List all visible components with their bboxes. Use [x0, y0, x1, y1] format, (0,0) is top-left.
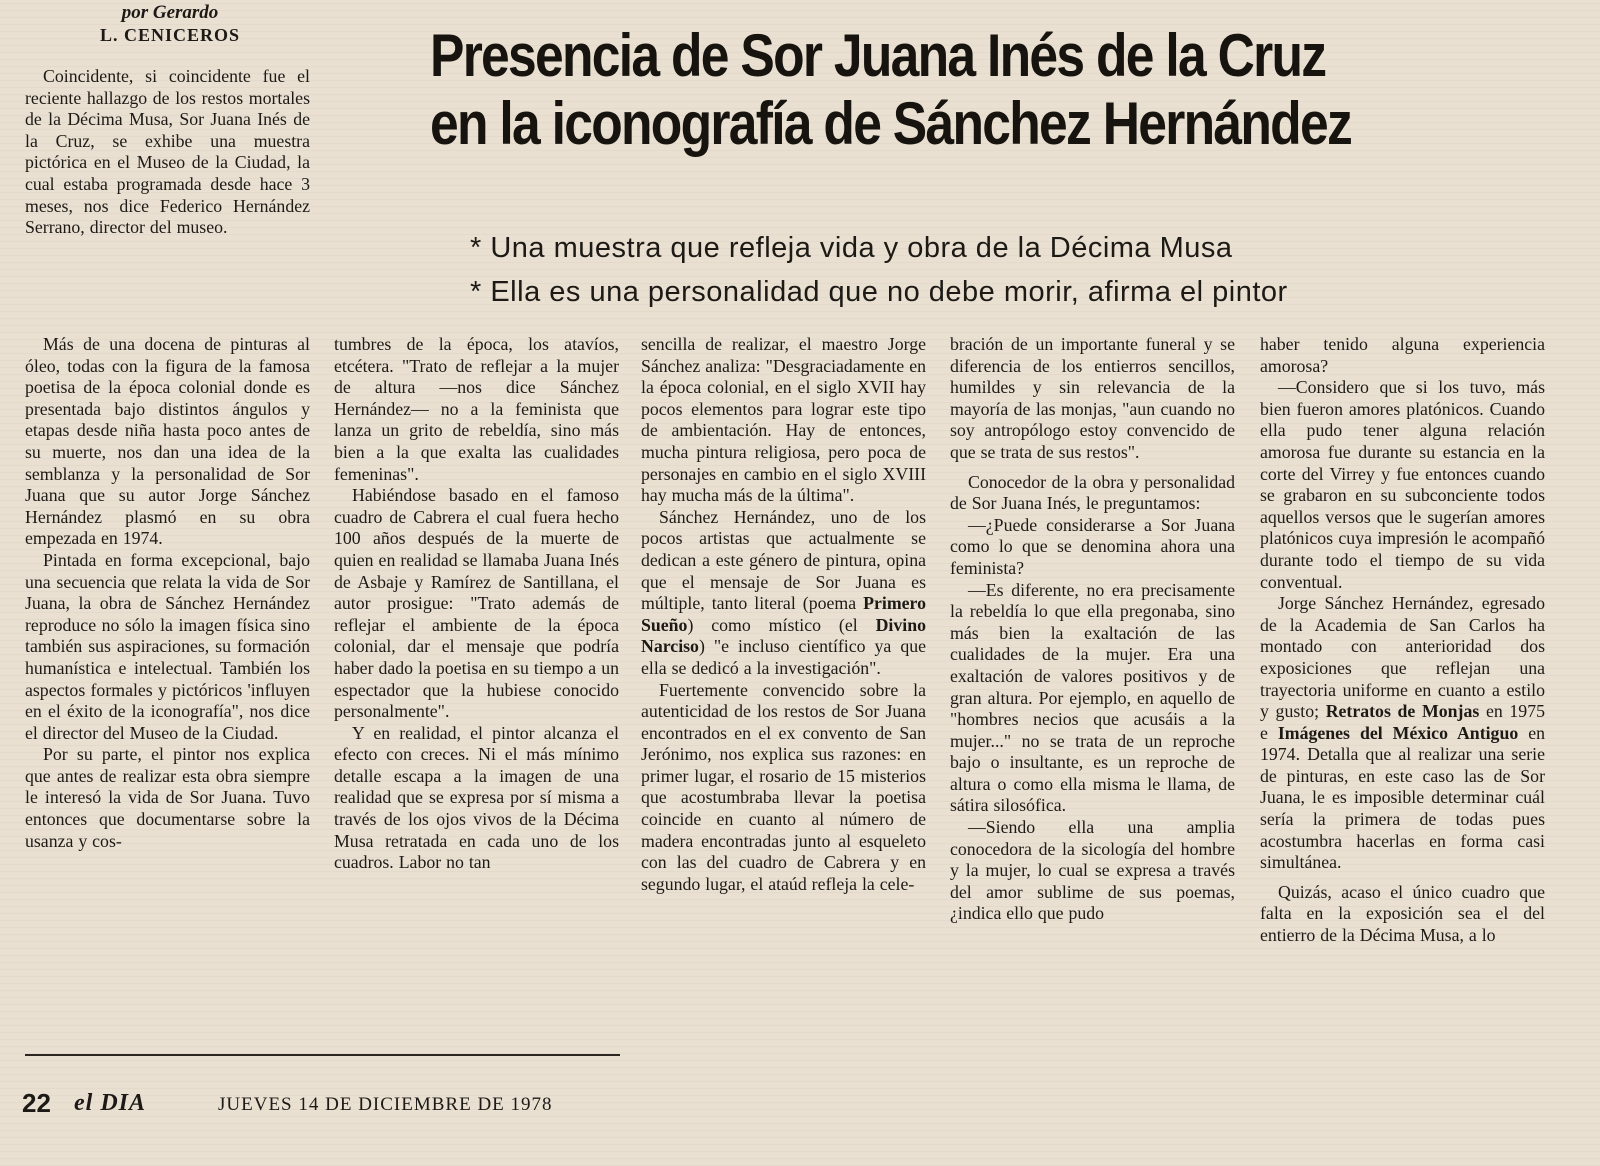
paragraph: Fuertemente convencido sobre la autenticidad de los restos de Sor Juana encontrados en el ex convento de San Jerónimo, nos explica sus razones: en primer lugar, el rosario de 15 misterios que acostumbraba llevar la poetisa coincide en cuanto al número de madera encontradas junto al esqueleto con las del cuadro de Cabrera y en segundo lugar, el ataúd refleja la cele- — [641, 679, 926, 894]
paragraph: —Siendo ella una amplia conocedora de la sicología del hombre y la mujer, lo cual se expresa a través del amor sublime de sus poemas, ¿indica ello que pudo — [950, 817, 1235, 924]
article-column-1 — [25, 334, 310, 852]
paragraph: Y en realidad, el pintor alcanza el efecto con creces. Ni el más mínimo detalle escapa a la imagen de una realidad que se expresa por sí misma a través de los ojos vivos de la Décima Musa retratada en cada uno de los cuadros. Labor no tan — [334, 722, 619, 873]
text-run: ) "e incluso científico ya que ella se dedicó a la investigación". — [641, 636, 926, 678]
text-run: en 1975 e — [1260, 701, 1545, 743]
headline — [430, 22, 1428, 158]
exhibition-title-retratos-de-monjas: Retratos de Monjas — [1325, 701, 1480, 722]
subheadline-2: * Ella es una personalidad que no debe morir, afirma el pintor — [470, 276, 1288, 308]
byline-author-prefix: por Gerardo — [121, 2, 219, 23]
poem-title-divino-narciso: Divino Narciso — [641, 614, 926, 657]
paragraph: —Es diferente, no era precisamente la rebeldía lo que ella pregonaba, sino más bien la exaltación de las cualidades de la mujer. Era una exaltación de valores positivos y de gran altura. Por ejemplo, en aquello de "hombres necios que acusáis a la mujer..." no se trata de un reproche bajo o insultante, es un reproche de altura o como ella misma le llama, de sátira silosófica. — [950, 579, 1235, 816]
lead-text: Coincidente, si coincidente fue el reciente hallazgo de los restos mortales de la Décima Musa, Sor Juana Inés de la Cruz, se exhibe una muestra pictórica en el Museo de la Ciudad, la cual estaba programada desde hace 3 meses, nos dice Federico Hernández Serrano, director del museo. — [25, 66, 310, 238]
paragraph: Conocedor de la obra y personalidad de Sor Juana Inés, le preguntamos: — [950, 471, 1235, 514]
article-column-3 — [641, 334, 926, 895]
paragraph: —¿Puede considerarse a Sor Juana como lo que se denomina ahora una feminista? — [950, 514, 1235, 578]
article-column-5 — [1260, 334, 1545, 947]
byline-author-name: L. CENICEROS — [99, 25, 241, 45]
paragraph: Habiéndose basado en el famoso cuadro de Cabrera el cual fuera hecho 100 años después de la muerte de quien en realidad se llamaba Juana Inés de Asbaje y Ramírez de Santillana, el autor prosigue: "Trato además de reflejar el ambiente de la época colonial, dar el mensaje que podría haber dado la poetisa en su tiempo a un espectador que la hubiese conocido personalmente". — [334, 485, 619, 722]
text-run: en 1974. Detalla que al realizar una serie de pinturas, en este caso las de Sor Juana, le es imposible determinar cuál sería la primera de todas pues acostumbra hacerlas en forma casi simultánea. — [1260, 722, 1546, 873]
text-run: ) como místico (el — [687, 614, 876, 635]
paragraph: haber tenido alguna experiencia amorosa? — [1260, 334, 1545, 376]
paragraph — [1260, 593, 1545, 874]
paragraph — [641, 507, 926, 680]
lead-paragraph — [25, 66, 310, 239]
paragraph: tumbres de la época, los atavíos, etcétera. "Trato de reflejar a la mujer de altura —nos dice Sánchez Hernández— no a la feminista que lanza un grito de rebeldía, sino más bien a la que exalta las cualidades femeninas". — [334, 334, 619, 484]
text-run: Jorge Sánchez Hernández, egresado de la Academia de San Carlos ha montado con anterioridad dos exposiciones que reflejan una trayectoria uniforme en cuanto a estilo y gusto; — [1260, 593, 1545, 722]
article-column-4 — [950, 334, 1235, 925]
paragraph: bración de un importante funeral y se diferencia de los entierros sencillos, humildes y sin relevancia de la mayoría de las monjas, "aun cuando no soy antropólogo estoy convencido de que se trata de sus restos". — [950, 334, 1235, 462]
headline-line-1: Presencia de Sor Juana Inés de la Cruz — [430, 22, 1326, 89]
paragraph: Pintada en forma excepcional, bajo una secuencia que relata la vida de Sor Juana, la obra de Sánchez Hernández reproduce no sólo la imagen física sino también sus aspiraciones, su formación humanística e intelectual. También los aspectos formales y pictóricos 'influyen en el éxito de la iconografía", nos dice el director del Museo de la Ciudad. — [25, 549, 310, 743]
footer-rule — [25, 1054, 620, 1056]
paragraph: —Considero que si los tuvo, más bien fueron amores platónicos. Cuando ella pudo tener alguna relación amorosa fue durante su estancia en la corte del Virrey y fue entonces cuando se grabaron en su subconciente todos aquellos versos que le sugerían amores platónicos cuya impresión le acompañó durante todo el tiempo de su vida conventual. — [1260, 377, 1545, 592]
paragraph: Por su parte, el pintor nos explica que antes de realizar esta obra siempre le interesó la vida de Sor Juana. Tuvo entonces que documentarse sobre la usanza y cos- — [25, 744, 310, 851]
dateline: JUEVES 14 DE DICIEMBRE DE 1978 — [218, 1094, 553, 1115]
exhibition-title-imagenes-del-mexico-antiguo: Imágenes del México Antiguo — [1277, 722, 1519, 743]
page-number: 22 — [22, 1088, 51, 1118]
paragraph: Más de una docena de pinturas al óleo, todas con la figura de la famosa poetisa de la época colonial donde es presentada bajo distintos ángulos y etapas desde niña hasta poco antes de su muerte, nos dan una idea de la semblanza y la personalidad de Sor Juana que su autor Jorge Sánchez Hernández plasmó en su obra empezada en 1974. — [25, 334, 310, 549]
byline — [70, 2, 270, 46]
paragraph: sencilla de realizar, el maestro Jorge Sánchez analiza: "Desgraciadamente en la época colonial, en el siglo XVII hay pocos elementos para lograr este tipo de ambientación. Hay de entonces, mucha pintura religiosa, pero poca de personajes en cambio en el siglo XVIII hay mucha más de la última". — [641, 334, 926, 506]
poem-title-primero-sueno: Primero Sueño — [641, 593, 926, 635]
page-footer — [22, 1088, 622, 1128]
headline-line-2: en la iconografía de Sánchez Hernández — [430, 90, 1352, 157]
newspaper-logo: el DIA — [74, 1090, 146, 1116]
text-run: Sánchez Hernández, uno de los pocos artistas que actualmente se dedican a este género de pintura, opina que el mensaje de Sor Juana es múltiple, tanto literal (poema — [641, 506, 926, 614]
article-column-2 — [334, 334, 619, 874]
subheadline-1: * Una muestra que refleja vida y obra de la Décima Musa — [470, 232, 1233, 264]
paragraph: Quizás, acaso el único cuadro que falta en la exposición sea el del entierro de la Décima Musa, a lo — [1260, 881, 1545, 946]
subheadlines — [470, 226, 1570, 314]
